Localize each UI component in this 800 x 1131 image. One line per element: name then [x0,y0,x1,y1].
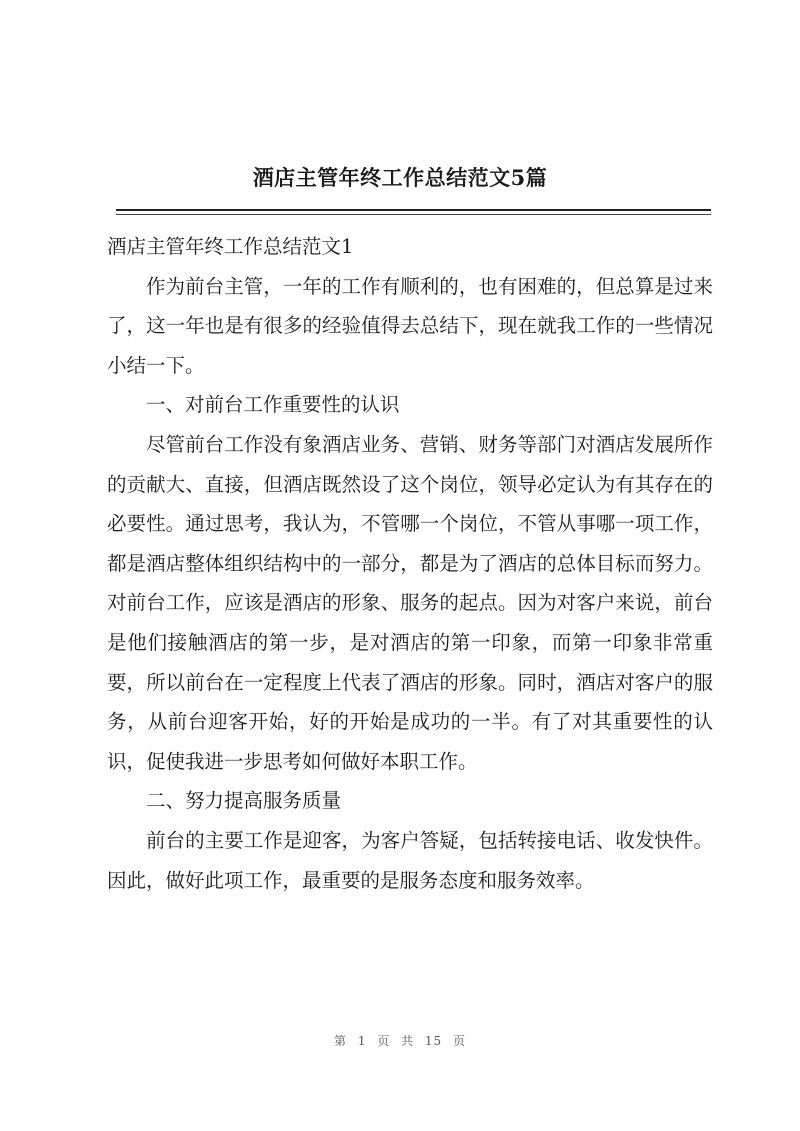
paragraph-service-quality: 前台的主要工作是迎客，为客户答疑，包括转接电话、收发快件。因此，做好此项工作，最重要的是服务态度和服务效率。 [107,828,713,892]
subheading-service-quality: 二、努力提高服务质量 [146,789,342,813]
section-heading: 酒店主管年终工作总结范文1 [107,235,354,258]
title-divider-thick [116,209,711,211]
paragraph-importance: 尽管前台工作没有象酒店业务、营销、财务等部门对酒店发展所作的贡献大、直接，但酒店既然设了这个岗位，领导必定认为有其存在的必要性。通过思考，我认为，不管哪一个岗位，不管从事哪一项工作，都是酒店整体组织结构中的一部分，都是为了酒店的总体目标而努力。对前台工作，应该是酒店的形象、服务的起点。因为对客户来说，前台是他们接触酒店的第一步，是对酒店的第一印象，而第一印象非常重要，所以前台在一定程度上代表了酒店的形象。同时，酒店对客户的服务，从前台迎客开始，好的开始是成功的一半。有了对其重要性的认识，促使我进一步思考如何做好本职工作。 [107,432,713,773]
document-title: 酒店主管年终工作总结范文5篇 [252,165,548,190]
title-divider-thin [116,214,711,215]
paragraph-intro: 作为前台主管，一年的工作有顺利的，也有困难的，但总算是过来了，这一年也是有很多的经验值得去总结下，现在就我工作的一些情况小结一下。 [107,274,713,377]
subheading-importance: 一、对前台工作重要性的认识 [146,393,400,417]
page-number-footer: 第 1 页 共 15 页 [334,1034,466,1048]
document-body [107,227,713,900]
